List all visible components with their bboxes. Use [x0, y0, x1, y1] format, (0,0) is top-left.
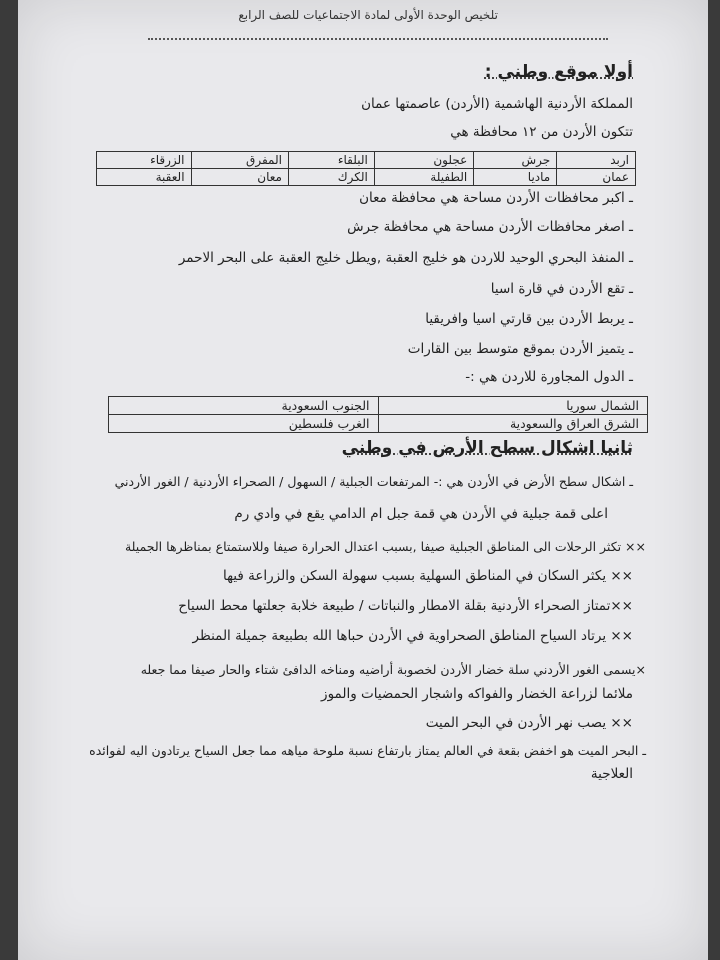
table-cell: الشمال سوريا: [378, 397, 648, 415]
table-cell: الشرق العراق والسعودية: [378, 415, 648, 433]
neighbors-table: [108, 396, 648, 433]
table-row: [109, 415, 648, 433]
fact-line: ـ يربط الأردن بين قارتي اسيا وافريقيا: [425, 311, 633, 327]
landform-line: ملائما لزراعة الخضار والفواكه واشجار الحمضيات والموز: [321, 686, 633, 702]
landform-line: ×× يكثر السكان في المناطق السهلية بسبب سهولة السكن والزراعة فيها: [222, 568, 633, 584]
table-cell: الطفيلة: [374, 169, 473, 186]
table-row: [109, 397, 648, 415]
landform-line: ×× يصب نهر الأردن في البحر الميت: [425, 715, 633, 731]
landform-line: ×يسمى الغور الأردني سلة خضار الأردن لخصوبة أراضيه ومناخه الدافئ شتاء والحار صيفا مما جعله: [140, 662, 646, 677]
page-header: تلخيص الوحدة الأولى لمادة الاجتماعيات للصف الرابع: [238, 8, 498, 22]
fact-line: ـ تقع الأردن في قارة اسيا: [490, 281, 633, 297]
section2-title: ثانيا اشكال سطح الأرض في وطني: [341, 438, 633, 458]
line-governorate-count: تتكون الأردن من ١٢ محافظة هي: [450, 124, 633, 140]
document-page: [18, 0, 708, 960]
table-cell: الجنوب السعودية: [109, 397, 379, 415]
fact-line: ـ يتميز الأردن بموقع متوسط بين القارات: [407, 341, 633, 357]
line-kingdom: المملكة الأردنية الهاشمية (الأردن) عاصمتها عمان: [361, 96, 633, 112]
fact-line: ـ اكبر محافظات الأردن مساحة هي محافظة معان: [359, 190, 633, 206]
table-cell: البلقاء: [288, 152, 374, 169]
table-cell: معان: [191, 169, 288, 186]
table-cell: المفرق: [191, 152, 288, 169]
table-cell: الزرقاء: [97, 152, 192, 169]
table-row: [97, 169, 636, 186]
landform-line: ×× تكثر الرحلات الى المناطق الجبلية صيفا ,بسبب اعتدال الحرارة صيفا وللاستمتاع بمناظرها الجميلة: [124, 539, 646, 554]
table-cell: عجلون: [374, 152, 473, 169]
fact-line: ـ الدول المجاورة للاردن هي :-: [465, 369, 633, 385]
landform-line: ـ اشكال سطح الأرض في الأردن هي :- المرتفعات الجبلية / السهول / الصحراء الأردنية / الغور الأردني: [114, 474, 633, 489]
landform-line: اعلى قمة جبلية في الأردن هي قمة جبل ام الدامي يقع في وادي رم: [234, 506, 608, 522]
fact-line: ـ المنفذ البحري الوحيد للاردن هو خليج العقبة ,ويطل خليج العقبة على البحر الاحمر: [178, 250, 633, 266]
table-cell: الغرب فلسطين: [109, 415, 379, 433]
table-cell: ماديا: [474, 169, 557, 186]
landform-line: العلاجية: [590, 766, 633, 782]
fact-line: ـ اصغر محافظات الأردن مساحة هي محافظة جرش: [347, 219, 633, 235]
table-row: [97, 152, 636, 169]
table-cell: الكرك: [288, 169, 374, 186]
governorates-table: [96, 151, 636, 186]
table-cell: العقبة: [97, 169, 192, 186]
landform-line: ×× يرتاد السياح المناطق الصحراوية في الأردن حباها الله بطبيعة جميلة المنظر: [192, 628, 633, 644]
table-cell: عمان: [557, 169, 636, 186]
landform-line: ـ البحر الميت هو اخفض بقعة في العالم يمتاز بارتفاع نسبة ملوحة مياهه مما جعل السياح يرتادون اليه لفوائده: [89, 743, 646, 758]
table-cell: جرش: [474, 152, 557, 169]
landform-line: ××تمتاز الصحراء الأردنية بقلة الامطار والنباتات / طبيعة خلابة جعلتها محط السياح: [178, 598, 633, 614]
section1-title: أولا موقع وطني :: [484, 62, 633, 82]
table-cell: اربد: [557, 152, 636, 169]
dotted-divider: [148, 38, 608, 40]
